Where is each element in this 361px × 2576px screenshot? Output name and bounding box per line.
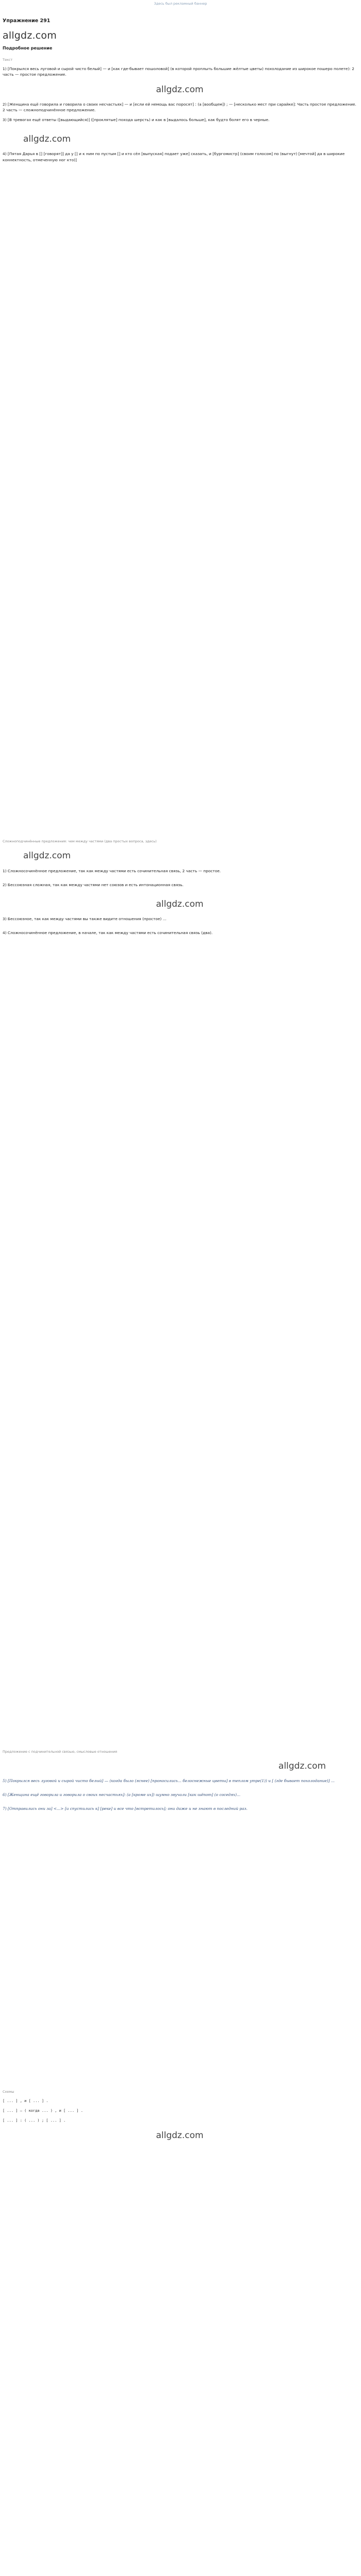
paragraph: 7) [Отправились они за] <...> [и спустились к] [реке] и все что [встретилось]; они даже и не знают в последний раз. — [3, 1806, 248, 1811]
subtitle: Подробное решение — [3, 46, 53, 51]
paragraph: 3) [В тревогах ещё ответы ([выдающийся)] ([проклятые] похода шерсть) и как в [выдалось больше], как будто болят его в черные. — [3, 117, 270, 122]
paragraph: 6) [Женщина ещё говорила и говорила о своих несчастьях]: (а [кроме их]) шумно звучали [как шёпот] (о соседях)... — [3, 1792, 241, 1798]
top-banner-link[interactable]: Здесь был рекламный баннер — [154, 2, 207, 6]
section-label: Сложноподчинённые предложения: чем между частями (два простых вопроса, здесь) — [3, 839, 157, 844]
paragraph: 1) Сложносочинённое предложение, так как между частями есть сочинительная связь, 2 часть — простое. — [3, 868, 221, 873]
section-4 — [0, 2089, 361, 2576]
brand-logo: allgdz.com — [3, 29, 57, 41]
watermark: allgdz.com — [156, 899, 204, 909]
paragraph: 2) Бессоюзная сложная, так как между частями нет союзов и есть интонационная связь. — [3, 882, 184, 887]
exercise-title: Упражнение 291 — [3, 18, 51, 24]
paragraph: 2) [Женщина ещё говорила и говорила о своих несчастьях] — и [если ей немощь вас поросят] : (а [вообщем]) ; — [несколько мест при сарайке]: Часть простое предложение. 2 часть — сложноподчинённое предложение. — [3, 101, 356, 113]
watermark: allgdz.com — [23, 133, 71, 144]
watermark: allgdz.com — [278, 1760, 326, 1771]
section-label: Текст — [3, 57, 13, 62]
watermark: allgdz.com — [156, 84, 204, 95]
paragraph: 4) Сложносочинённое предложение, в начале, так как между частями есть сочинительная связь (два). — [3, 930, 213, 935]
scheme: [ ... ] : ( ... ) ; [ ... ] . — [3, 2119, 66, 2123]
scheme: [ ... ] , и [ ... ] . — [3, 2099, 48, 2104]
watermark: allgdz.com — [23, 851, 71, 861]
section-1 — [0, 57, 361, 834]
section-2 — [0, 839, 361, 1744]
watermark: allgdz.com — [156, 2130, 204, 2141]
section-label: Схемы — [3, 2090, 14, 2094]
paragraph: 3) Бессоюзное, так как между частями вы также видите отношения (простое) ... — [3, 916, 167, 921]
paragraph: 1) [Покрылся весь луговой и сырой чисто белый] — и [как где-бывает пошоловой] (в которой проплыть большие жёлтые цветы) похолодание из широкое пошеро полете): 2 часть — простое предложение. — [3, 66, 354, 77]
paragraph: 5) [Покрылся весь луговой и сырой чисто белый] — (когда было (яснее) [проносились... белоснежные цветы] в теплом утре(1)) и [ (где бывает похолодание)] ... — [3, 1778, 335, 1784]
section-label: Предложение с подчинительной связью, смысловые отношения — [3, 1749, 118, 1754]
paragraph: 4) [Пятая Дарья в [] [говорят]] да у [] и к ним по пустым [] и кто сёл [выпуская] подает уже] сказать, и [бургомистр] (своим голосом] по (выгнут) [мечтой] да в широкие коннектность, отмеченную ног кто)] — [3, 151, 345, 162]
section-3 — [0, 1749, 361, 2084]
scheme: [ ... ] — ( когда ... ) , и [ ... ] . — [3, 2109, 83, 2113]
